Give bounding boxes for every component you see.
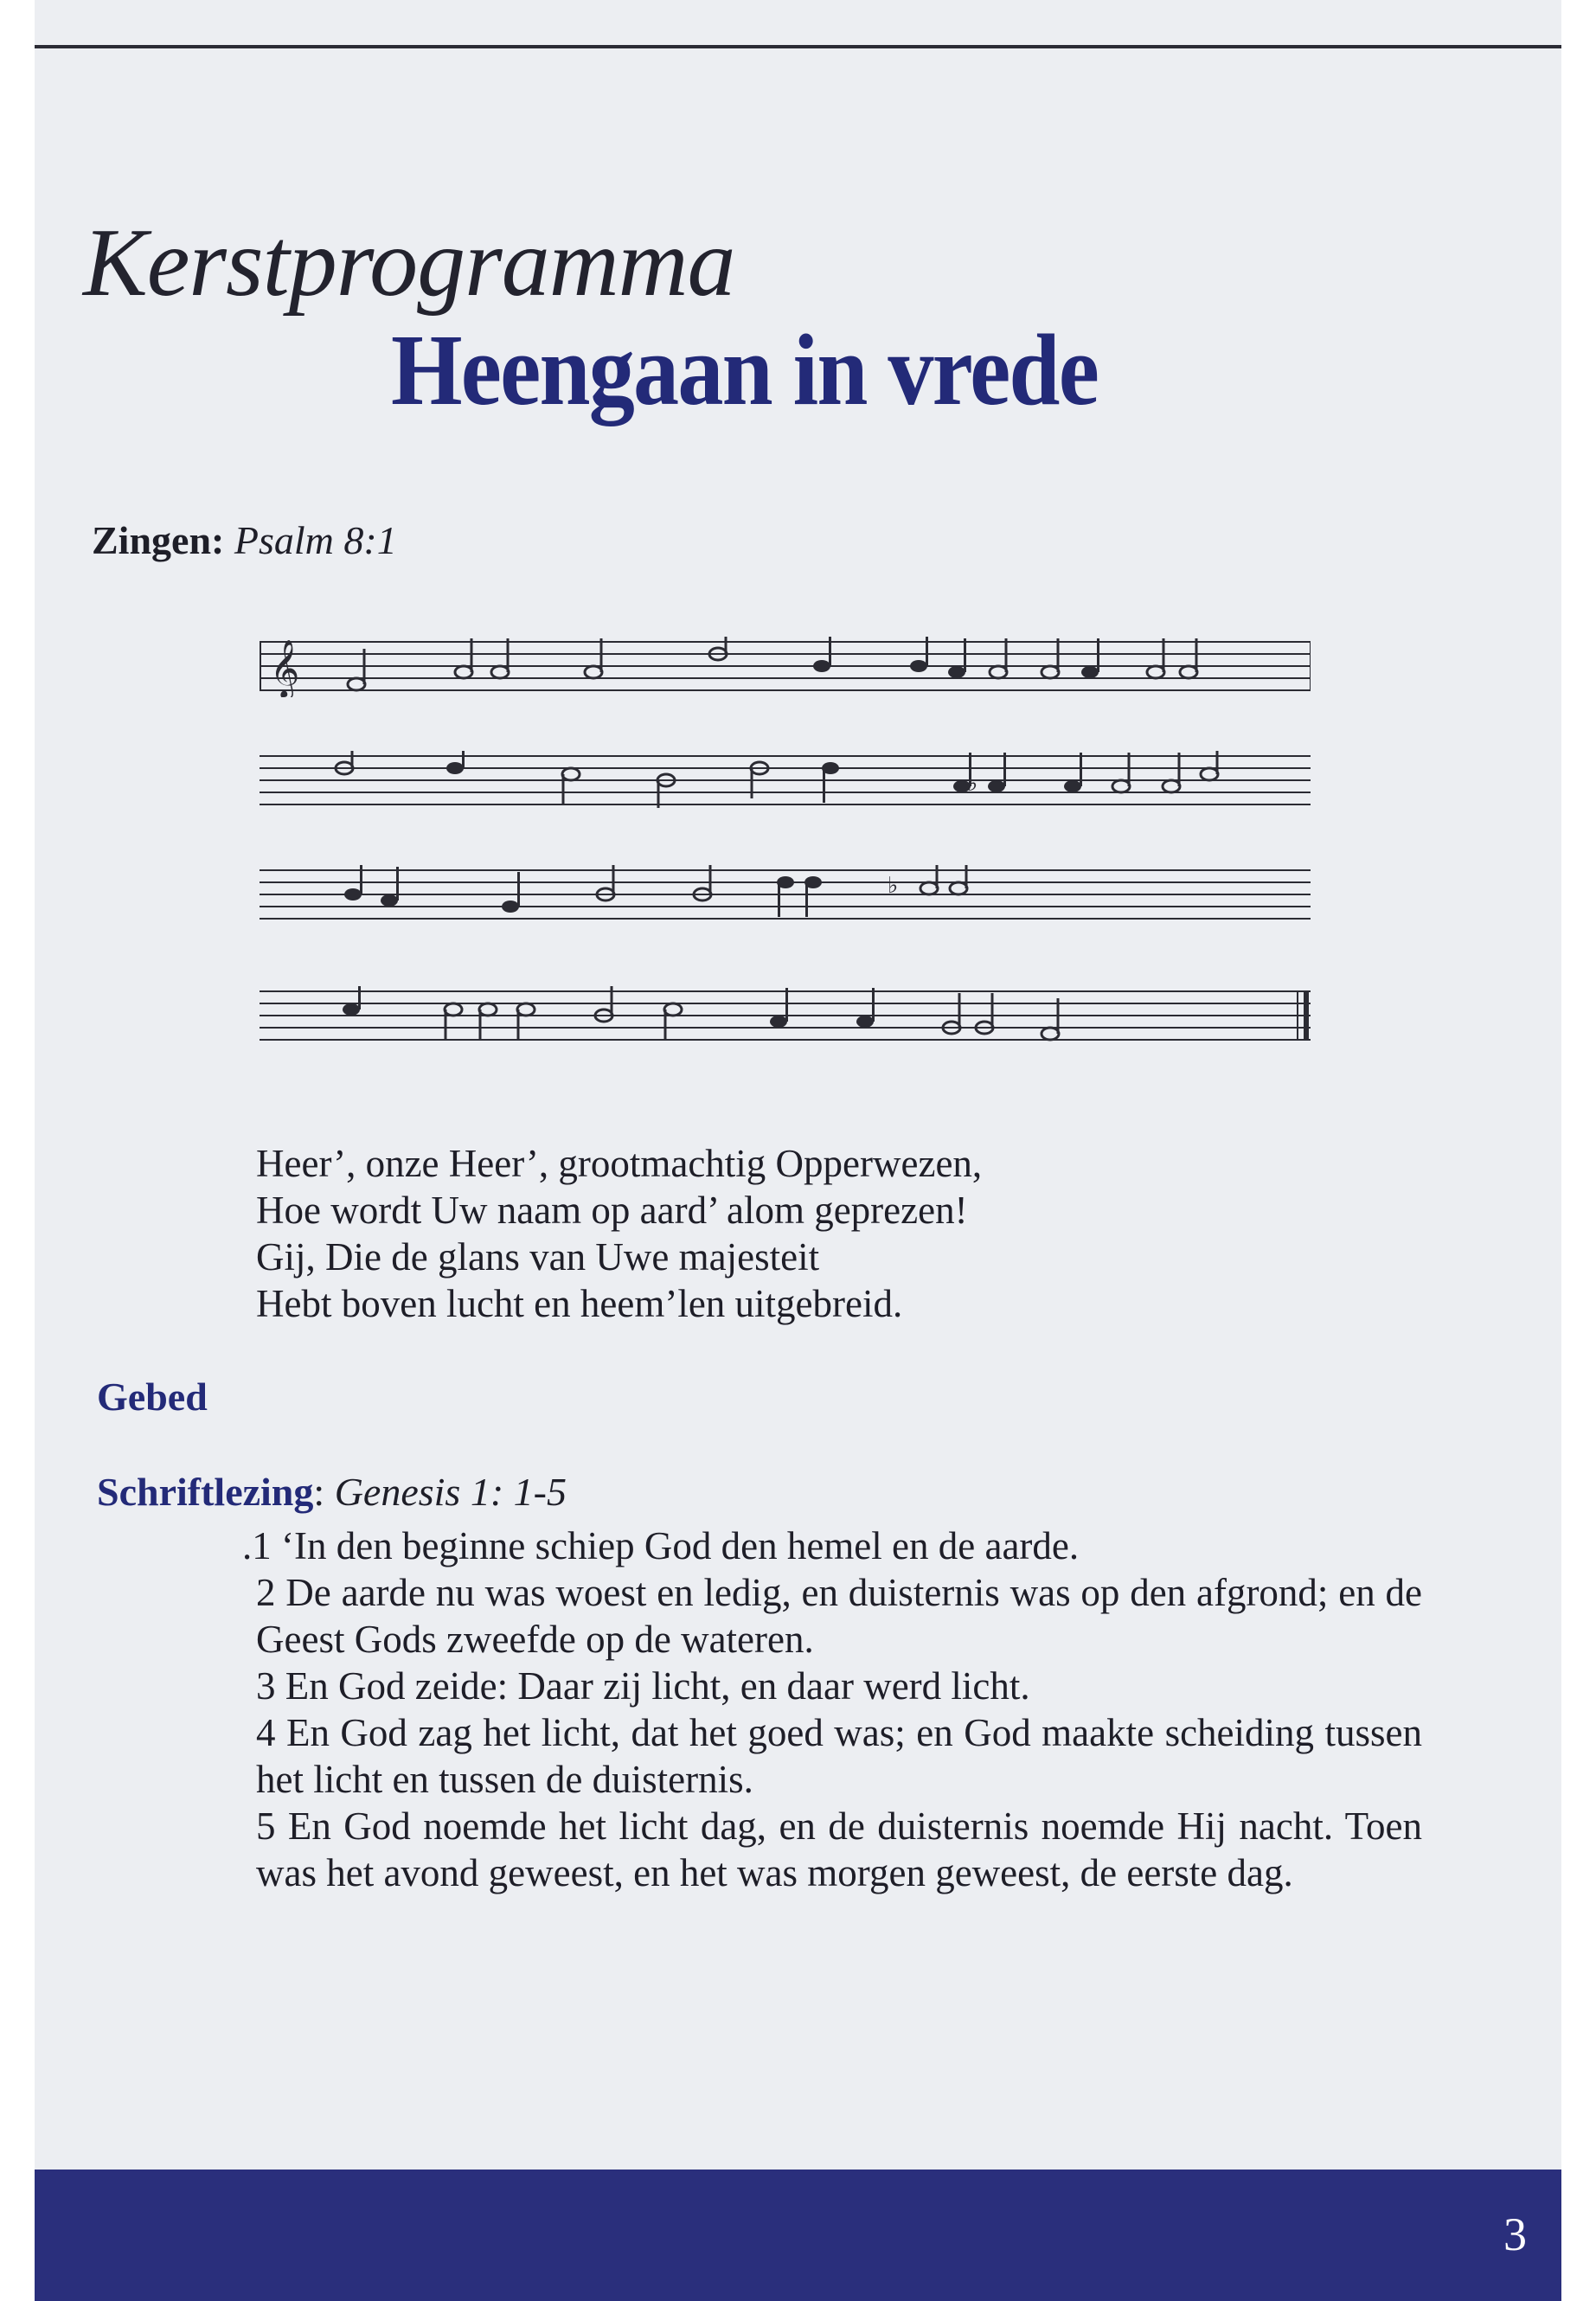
verse-5: 5 En God noemde het licht dag, en de duisternis noemde Hij nacht. Toen was het avond geweest, en het was morgen geweest, de eerste dag. (256, 1804, 1422, 1894)
footer-bar (35, 2170, 1561, 2301)
scripture-reading-reference: Genesis 1: 1-5 (334, 1470, 567, 1514)
singing-heading (92, 517, 397, 563)
music-staff-2 (260, 751, 1311, 811)
svg-text:♭: ♭ (888, 873, 899, 899)
music-staff-1 (260, 637, 1311, 697)
singing-reference: Psalm 8:1 (234, 518, 397, 562)
page-number: 3 (1503, 2208, 1527, 2260)
psalm-lyrics (256, 1140, 982, 1327)
svg-text:𝄞: 𝄞 (270, 638, 300, 697)
lyric-line: Hoe wordt Uw naam op aard’ alom geprezen! (256, 1189, 968, 1232)
verse-2: 2 De aarde nu was woest en ledig, en duisternis was op den afgrond; en de Geest Gods zweefde op de wateren. (256, 1571, 1422, 1661)
music-staff-3 (260, 865, 1311, 926)
lyric-line: Hebt boven lucht en heem’len uitgebreid. (256, 1282, 903, 1325)
scripture-text (242, 1522, 1422, 1896)
scripture-reading-label: Schriftlezing (97, 1470, 314, 1514)
verse-4: 4 En God zag het licht, dat het goed was; en God maakte scheiding tussen het licht en tussen de duisternis. (256, 1711, 1422, 1801)
prayer-heading: Gebed (97, 1375, 208, 1419)
scripture-reading-heading (97, 1469, 567, 1515)
lyric-line: Gij, Die de glans van Uwe majesteit (256, 1235, 820, 1279)
verse-3: 3 En God zeide: Daar zij licht, en daar werd licht. (256, 1664, 1030, 1708)
show-through-text (1185, 251, 1548, 1375)
title-heengaan-in-vrede: Heengaan in vrede (391, 313, 1099, 426)
scripture-reading-separator: : (313, 1470, 325, 1514)
music-staff-4 (260, 986, 1311, 1047)
title-kerstprogramma: Kerstprogramma (83, 209, 735, 317)
singing-label: Zingen: (92, 518, 225, 562)
svg-text:♭: ♭ (967, 771, 978, 797)
lyric-line: Heer’, onze Heer’, grootmachtig Opperwezen, (256, 1142, 983, 1185)
top-rule (35, 45, 1561, 48)
verse-1: .1 ‘In den beginne schiep God den hemel en de aarde. (242, 1524, 1080, 1567)
